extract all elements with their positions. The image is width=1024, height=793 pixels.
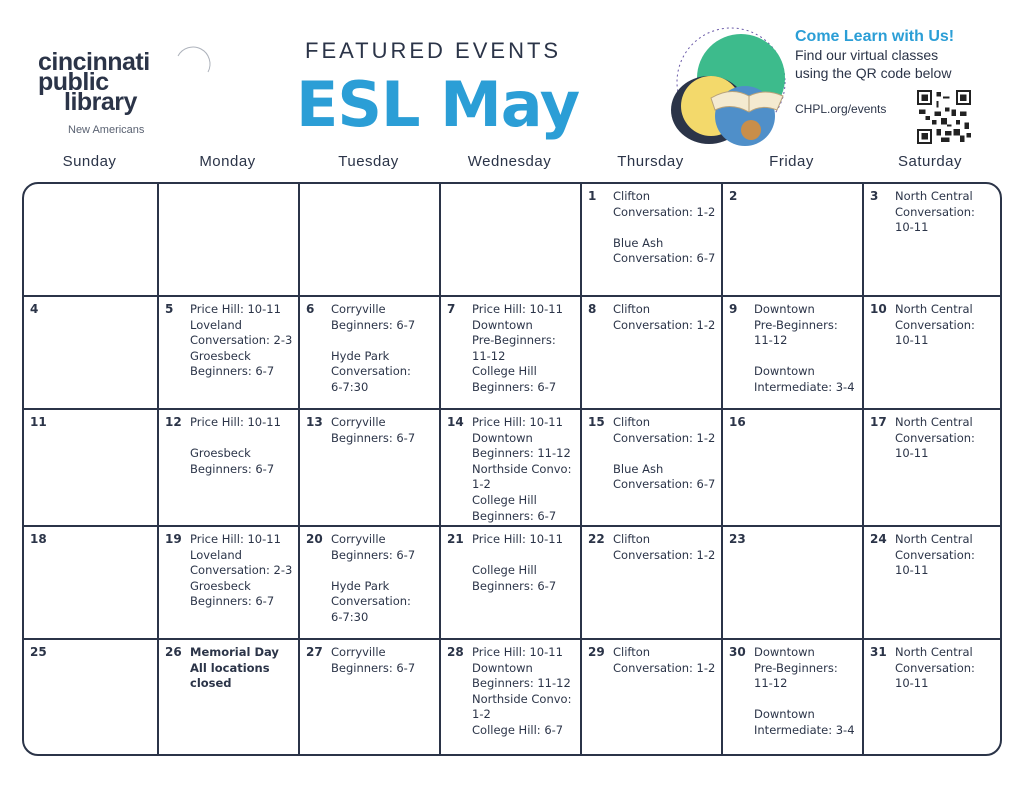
day-number: 6 [306,302,315,316]
day-events: Clifton Conversation: 1-2 Blue Ash Conversation: 6-7 [613,415,716,492]
library-logo [38,40,198,140]
day-events: North Central Conversation: 10-11 [895,645,975,691]
day-events: Memorial Day All locations closed [190,645,279,691]
calendar-day-22 [582,527,723,638]
weekday-thursday: Thursday [617,153,684,170]
calendar-day-4 [24,297,159,408]
calendar-week-row [24,527,1000,640]
calendar-week-row [24,297,1000,410]
promo-heading: Come Learn with Us! [795,28,955,45]
day-number: 7 [447,302,456,316]
page-title: ESL May [296,68,580,141]
day-number: 13 [306,415,323,429]
logo-line-2: public [38,68,109,96]
day-events: Clifton Conversation: 1-2 Blue Ash Conversation: 6-7 [613,189,716,266]
calendar-empty-cell [24,184,159,295]
logo-subtitle: New Americans [68,124,145,136]
weekday-friday: Friday [769,153,814,170]
day-number: 21 [447,532,464,546]
day-events: Clifton Conversation: 1-2 [613,302,716,332]
logo-wordmark [38,48,150,116]
day-number: 10 [870,302,887,316]
calendar-day-31 [864,640,1000,756]
calendar-day-16 [723,410,864,525]
day-events: Price Hill: 10-11 Downtown Beginners: 11-12 Northside Convo: 1-2 College Hill: 6-7 [472,645,572,737]
calendar-day-24 [864,527,1000,638]
calendar-day-15 [582,410,723,525]
calendar-day-11 [24,410,159,525]
logo-line-3: library [64,88,137,116]
calendar-day-28 [441,640,582,756]
day-number: 3 [870,189,879,203]
day-number: 23 [729,532,746,546]
calendar-day-27 [300,640,441,756]
day-number: 27 [306,645,323,659]
day-number: 29 [588,645,605,659]
day-events: Price Hill: 10-11 Downtown Beginners: 11-12 Northside Convo: 1-2 College Hill Beginners: 6-7 [472,415,572,523]
day-number: 18 [30,532,47,546]
promo-block [795,28,995,116]
qr-code-icon[interactable] [917,90,971,144]
calendar-day-13 [300,410,441,525]
calendar-day-30 [723,640,864,756]
day-number: 24 [870,532,887,546]
day-number: 28 [447,645,464,659]
day-number: 30 [729,645,746,659]
weekday-monday: Monday [199,153,256,170]
day-events: North Central Conversation: 10-11 [895,415,975,461]
calendar-day-6 [300,297,441,408]
day-events: Corryville Beginners: 6-7 [331,645,416,675]
day-number: 31 [870,645,887,659]
day-events: North Central Conversation: 10-11 [895,532,975,578]
weekday-sunday: Sunday [62,153,117,170]
day-number: 20 [306,532,323,546]
day-number: 15 [588,415,605,429]
day-events: Price Hill: 10-11 Groesbeck Beginners: 6-7 [190,415,281,476]
calendar-day-12 [159,410,300,525]
day-events: Price Hill: 10-11 Downtown Pre-Beginners: 11-12 College Hill Beginners: 6-7 [472,302,563,394]
weekday-header-row [22,153,1002,175]
weekday-saturday: Saturday [897,153,963,170]
day-events: Downtown Pre-Beginners: 11-12 Downtown Intermediate: 3-4 [754,645,855,737]
calendar-day-5 [159,297,300,408]
calendar-day-29 [582,640,723,756]
calendar-day-9 [723,297,864,408]
calendar-week-row [24,410,1000,527]
day-events: North Central Conversation: 10-11 [895,302,975,348]
calendar-day-8 [582,297,723,408]
day-number: 1 [588,189,597,203]
day-number: 8 [588,302,597,316]
day-number: 17 [870,415,887,429]
weekday-tuesday: Tuesday [338,153,399,170]
calendar-week-row [24,184,1000,297]
day-events: Corryville Beginners: 6-7 [331,415,416,445]
day-events: Price Hill: 10-11 Loveland Conversation: 2-3 Groesbeck Beginners: 6-7 [190,302,293,379]
day-events: Price Hill: 10-11 College Hill Beginners: 6-7 [472,532,563,593]
day-number: 26 [165,645,182,659]
county-arc-icon [170,42,214,86]
day-number: 9 [729,302,738,316]
calendar-day-2 [723,184,864,295]
calendar-week-row [24,640,1000,756]
day-number: 22 [588,532,605,546]
weekday-wednesday: Wednesday [467,153,552,170]
calendar-day-20 [300,527,441,638]
calendar-day-17 [864,410,1000,525]
calendar-day-21 [441,527,582,638]
calendar-day-19 [159,527,300,638]
globe-book-illustration [665,26,790,146]
day-number: 16 [729,415,746,429]
featured-events-label: FEATURED EVENTS [305,38,562,63]
day-number: 5 [165,302,174,316]
calendar-day-26 [159,640,300,756]
calendar-day-3 [864,184,1000,295]
calendar-day-10 [864,297,1000,408]
calendar-empty-cell [159,184,300,295]
calendar-day-23 [723,527,864,638]
day-number: 25 [30,645,47,659]
day-number: 14 [447,415,464,429]
day-number: 2 [729,189,738,203]
day-events: Corryville Beginners: 6-7 Hyde Park Conversation: 6-7:30 [331,302,416,394]
day-events: Clifton Conversation: 1-2 [613,532,716,562]
promo-line-1: Find our virtual classes [795,47,939,63]
calendar-empty-cell [300,184,441,295]
day-events: Price Hill: 10-11 Loveland Conversation: 2-3 Groesbeck Beginners: 6-7 [190,532,293,609]
day-number: 4 [30,302,39,316]
promo-line-2: using the QR code below [795,65,952,81]
events-url-link[interactable]: CHPL.org/events [795,102,887,116]
day-number: 11 [30,415,47,429]
calendar-day-1 [582,184,723,295]
calendar-day-7 [441,297,582,408]
day-events: Downtown Pre-Beginners: 11-12 Downtown Intermediate: 3-4 [754,302,855,394]
calendar-day-25 [24,640,159,756]
calendar-day-14 [441,410,582,525]
day-events: Clifton Conversation: 1-2 [613,645,716,675]
calendar-empty-cell [441,184,582,295]
day-number: 12 [165,415,182,429]
calendar-grid [22,182,1002,756]
day-events: Corryville Beginners: 6-7 Hyde Park Conversation: 6-7:30 [331,532,416,624]
logo-line-1: cincinnati [38,48,150,76]
day-events: North Central Conversation: 10-11 [895,189,975,235]
calendar-day-18 [24,527,159,638]
day-number: 19 [165,532,182,546]
